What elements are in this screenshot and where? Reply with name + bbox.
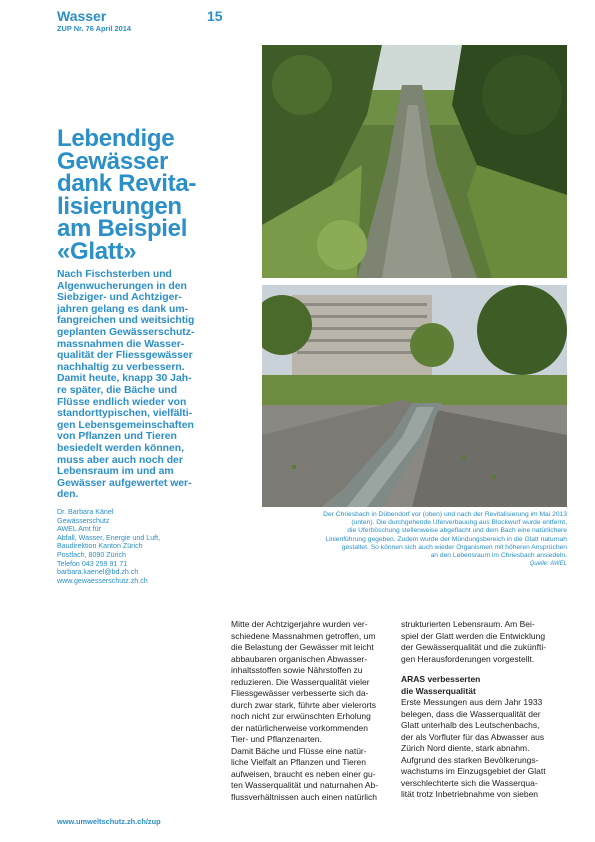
author-line: Abfall, Wasser, Energie und Luft, [57, 533, 161, 542]
author-line: Gewässerschutz [57, 516, 110, 525]
body-line: spiel der Glatt werden die Entwicklung [401, 630, 546, 641]
body-line: reduzieren. Die Wasserqualität vieler [231, 676, 370, 687]
title-line: dank Revita- [57, 170, 197, 197]
lead-line: Gewässer aufgewertet wer- [57, 477, 192, 489]
caption-line: (unten). Die durchgehende Uferverbauung aus Blockwurf wurde entfernt, [351, 519, 567, 527]
article-lead [57, 269, 232, 501]
subheading-line: ARAS verbesserten [401, 674, 481, 684]
caption-line: Linienführung gegeben. Zudem wurde der Mündungsbereich in die Glatt naturnah [325, 535, 567, 543]
footer-website-link[interactable]: www.umweltschutz.zh.ch/zup [57, 817, 161, 826]
body-column-2 [401, 619, 571, 801]
body-line: Tier- und Pflanzenarten. [231, 734, 322, 744]
lead-line: geplanten Gewässerschutz- [57, 326, 195, 338]
lead-line: nachhaltig zu verbessern. [57, 361, 185, 373]
author-line: Baudirektion Kanton Zürich [57, 542, 143, 551]
author-email-link[interactable]: barbara.kaenel@bd.zh.ch [57, 568, 139, 577]
caption-line: die Uferböschung stellenweise abgeflacht und dem Bach eine natürlichere [347, 527, 567, 535]
title-line: Lebendige [57, 125, 175, 152]
body-line: der natürlicherweise vorkommenden [231, 722, 369, 733]
author-line: AWEL Amt für [57, 525, 102, 534]
body-line: wachstums im Einzugsgebiet der Glatt [401, 766, 546, 776]
river-photo-after [262, 285, 567, 507]
issue-info: ZUP Nr. 76 April 2014 [57, 24, 131, 33]
caption-credit: Quelle: AWEL [529, 561, 567, 568]
lead-line: muss aber auch noch der [57, 454, 183, 466]
paragraph-spacer [401, 665, 571, 674]
body-line: strukturierten Lebensraum. Am Bei- [401, 619, 535, 629]
page-number: 15 [207, 8, 223, 24]
body-line: der Gewässerqualität und die zukünfti- [401, 642, 547, 652]
author-line: Postfach, 8090 Zürich [57, 550, 127, 559]
body-line: liche Vielfalt an Pflanzen und Tieren [231, 757, 366, 767]
river-photo-before [262, 45, 567, 278]
lead-line: Algenwucherungen in den [57, 280, 187, 292]
body-line: ten Wasserqualität und naturnahen Ab- [231, 780, 379, 790]
body-line: Fliessgewässer verbesserte sich da- [231, 688, 369, 698]
lead-line: Lebensraum im und am [57, 466, 174, 478]
body-line: noch nicht zur erwünschten Erholung [231, 711, 371, 721]
body-line: der als Vorfluter für das Abwasser aus [401, 731, 545, 742]
body-line: Damit Bäche und Flüsse eine natür- [231, 745, 367, 756]
lead-line: Damit heute, knapp 30 Jah- [57, 373, 192, 385]
body-line: inhaltsstoffen sowie Nährstoffen zu [231, 665, 363, 675]
lead-line: jahren gelang es dank um- [57, 303, 189, 315]
section-title: Wasser [57, 8, 107, 24]
photo-caption [262, 511, 567, 568]
body-line: Glatt unterhalb des Leutschenbachs, [401, 720, 540, 730]
body-line: abbaubaren organischen Abwasser- [231, 653, 368, 664]
author-name: Dr. Barbara Känel [57, 508, 114, 516]
lead-line: standorttypischen, vielfälti- [57, 408, 193, 420]
title-line: «Glatt» [57, 237, 137, 265]
lead-line: gen Lebensgemeinschaften [57, 419, 194, 431]
body-line: durch zwar stark, führte aber vielerorts [231, 699, 377, 710]
lead-line: von Pflanzen und Tieren [57, 431, 177, 443]
subheading-line: die Wasserqualität [401, 685, 476, 696]
author-info [57, 508, 232, 585]
body-column-1 [231, 619, 401, 803]
body-line: gen Herausforderungen vorgestellt. [401, 653, 535, 664]
article-title [57, 125, 257, 265]
body-line: Erste Messungen aus dem Jahr 1933 [401, 697, 543, 707]
lead-line: Flüsse endlich wieder von [57, 396, 187, 408]
body-line: Zürich Nord diente, stark abnahm. [401, 743, 530, 753]
body-line: Aufgrund des starken Bevölkerungs- [401, 754, 539, 765]
title-line: lisierungen [57, 192, 182, 220]
lead-line: fangreichen und weitsichtig [57, 315, 195, 327]
body-line: flussverhältnissen auch einen natürlich [231, 791, 378, 802]
body-line: schiedene Massnahmen getroffen, um [231, 630, 376, 641]
body-line: die Belastung der Gewässer mit leicht [231, 642, 374, 652]
body-line: lität trotz Inbetriebnahme von sieben [401, 789, 539, 799]
lead-line: Siebziger- und Achtziger- [57, 292, 182, 304]
title-line: am Beispiel [57, 215, 188, 242]
caption-line: gestaltet. So können sich auch wieder Organismen mit höheren Ansprüchen [341, 543, 567, 551]
body-line: verschlechterte sich die Wasserqua- [401, 777, 538, 788]
author-phone: Telefon 043 259 91 71 [57, 559, 128, 568]
lead-line: re später, die Bäche und [57, 384, 178, 396]
lead-line: den. [57, 489, 79, 501]
lead-line: qualität der Fliessgewässer [57, 350, 193, 362]
caption-line: an den Lebensraum im Chriesbach ansiedeln. [430, 552, 567, 560]
lead-line: massnahmen die Wasser- [57, 338, 185, 350]
body-line: aufweisen, braucht es neben einer gu- [231, 768, 376, 779]
lead-line: besiedelt werden können, [57, 442, 185, 454]
caption-line: Der Chriesbach in Dübendorf vor (oben) und nach der Revitalisierung im Mai 2013 [323, 511, 567, 518]
lead-line: Nach Fischsterben und [57, 269, 172, 280]
title-line: Gewässer [57, 147, 169, 175]
author-website-link[interactable]: www.gewaesserschutz.zh.ch [57, 576, 148, 585]
body-line: Mitte der Achtzigerjahre wurden ver- [231, 619, 368, 629]
body-line: belegen, dass die Wasserqualität der [401, 708, 541, 719]
